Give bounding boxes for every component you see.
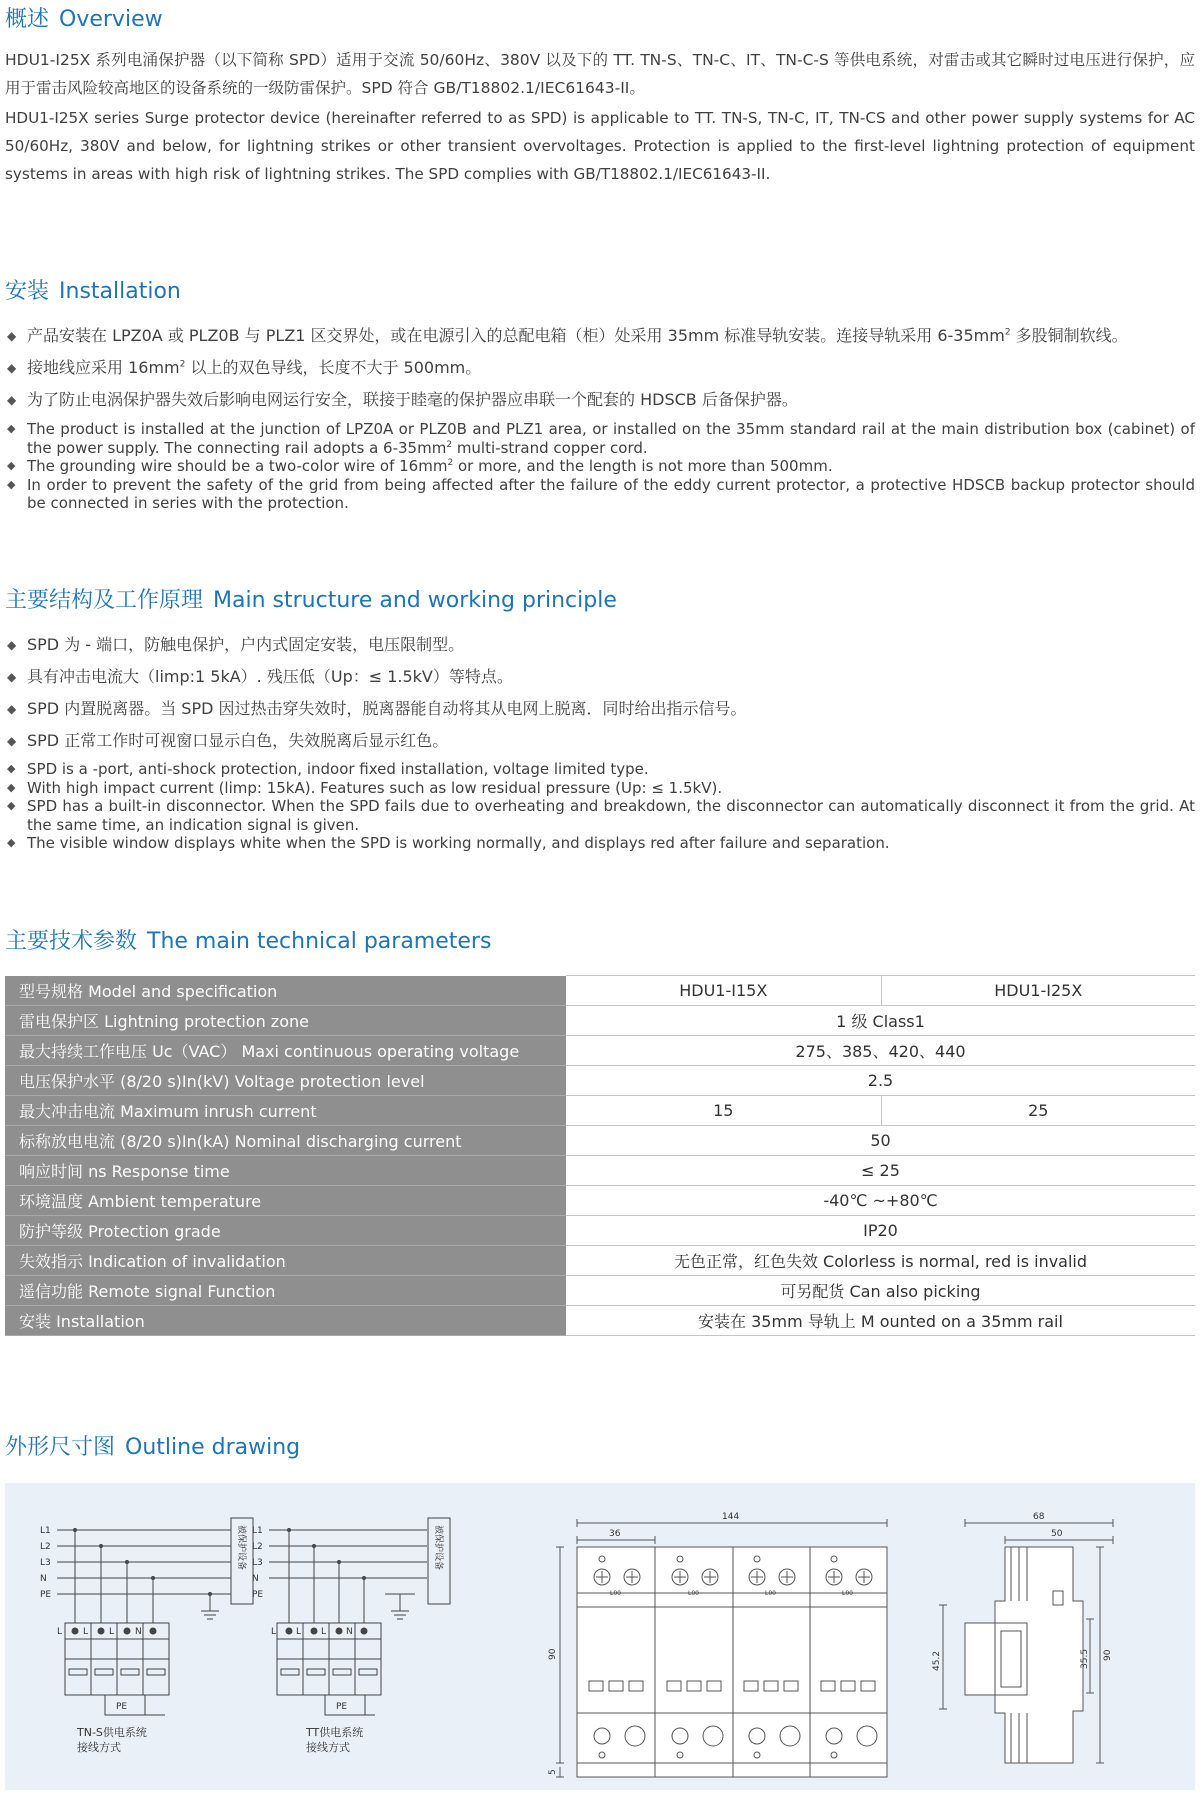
side-dim-depth: 68 bbox=[1033, 1512, 1045, 1522]
tns-wiring-diagram bbox=[57, 1518, 253, 1715]
bullet-item: ◆ With high impact current (limp: 15kA). Features such as low residual pressure (Up: ≤ 1.5kV). bbox=[5, 779, 1195, 798]
param-value: IP20 bbox=[566, 1216, 1195, 1246]
bullet-text: The grounding wire should be a two-color wire of 16mm bbox=[27, 457, 448, 475]
table-row bbox=[5, 1246, 1195, 1276]
param-value: 2.5 bbox=[566, 1066, 1195, 1096]
bullet-item: ◆ SPD has a built-in disconnector. When the SPD fails due to overheating and breakdown, the disconnector can automatically disconnect it from the grid. At the same time, an indication signal is given. bbox=[5, 797, 1195, 834]
superscript: 2 bbox=[447, 458, 454, 468]
bullet-text: The product is installed at the junction of LPZ0A or PLZ0B and PLZ1 area, or installed on the 35mm standard rail at the main distribution box (cabinet) of the power supply. The connecting rail adopts a 6-35mm bbox=[27, 420, 1195, 457]
outline-title-cn: 外形尺寸图 bbox=[5, 1435, 116, 1460]
tt-line-label: L1 bbox=[252, 1526, 263, 1536]
tt-terminal-label: L bbox=[296, 1627, 302, 1637]
front-dim-height: 90 bbox=[548, 1648, 558, 1660]
parameters-title-cn: 主要技术参数 bbox=[5, 929, 138, 954]
param-value: 25 bbox=[881, 1096, 1195, 1126]
bullet-item bbox=[5, 384, 1195, 416]
param-label: 遥信功能 Remote signal Function bbox=[5, 1276, 566, 1306]
structure-bullets-cn bbox=[5, 629, 1195, 757]
tt-terminal-label: N bbox=[346, 1627, 353, 1637]
bullet-item bbox=[5, 352, 1195, 384]
structure-title-en: Main structure and working principle bbox=[213, 588, 617, 613]
table-row bbox=[5, 1036, 1195, 1066]
structure-title-cn: 主要结构及工作原理 bbox=[5, 588, 204, 613]
side-dim-inner: 50 bbox=[1051, 1529, 1063, 1539]
bullet-item bbox=[5, 457, 1195, 476]
bullet-text: or more, and the length is not more than 500mm. bbox=[453, 457, 833, 475]
param-label: 防护等级 Protection grade bbox=[5, 1216, 566, 1246]
tns-terminal-label: N bbox=[135, 1627, 142, 1637]
tns-line-label: L2 bbox=[40, 1542, 51, 1552]
bullet-item bbox=[5, 476, 1195, 513]
param-value: 50 bbox=[566, 1126, 1195, 1156]
tt-line-label: PE bbox=[252, 1590, 264, 1600]
tt-caption-line2: 接线方式 bbox=[306, 1741, 350, 1754]
parameters-title-en: The main technical parameters bbox=[147, 929, 492, 954]
tns-line-label: N bbox=[40, 1574, 47, 1584]
param-label: 电压保护水平 (8/20 s)In(kV) Voltage protection level bbox=[5, 1066, 566, 1096]
tt-line-label: N bbox=[252, 1574, 259, 1584]
bullet-item: ◆ SPD is a -port, anti-shock protection, indoor fixed installation, voltage limited type. bbox=[5, 760, 1195, 779]
table-row bbox=[5, 976, 1195, 1006]
table-row bbox=[5, 1126, 1195, 1156]
param-label: 安装 Installation bbox=[5, 1306, 566, 1336]
param-value: 可另配货 Can also picking bbox=[566, 1276, 1195, 1306]
param-label: 标称放电电流 (8/20 s)In(kA) Nominal discharging current bbox=[5, 1126, 566, 1156]
bullet-text: 接地线应采用 16mm bbox=[27, 358, 180, 377]
bullet-item bbox=[5, 320, 1195, 352]
tns-line-label: L3 bbox=[40, 1558, 51, 1568]
installation-title-cn: 安装 bbox=[5, 279, 50, 304]
param-value: 15 bbox=[566, 1096, 881, 1126]
param-value: 无色正常，红色失效 Colorless is normal, red is invalid bbox=[566, 1246, 1195, 1276]
installation-title bbox=[5, 274, 181, 305]
outline-title bbox=[5, 1430, 300, 1461]
bullet-item: ◆ SPD 为 - 端口，防触电保护，户内式固定安装，电压限制型。 bbox=[5, 629, 1195, 661]
side-dim-90: 90 bbox=[1103, 1649, 1113, 1661]
param-label: 最大冲击电流 Maximum inrush current bbox=[5, 1096, 566, 1126]
tns-caption-line2: 接线方式 bbox=[77, 1741, 121, 1754]
param-label: 最大持续工作电压 Uc（VAC） Maxi continuous operating voltage bbox=[5, 1036, 566, 1066]
param-label: 环境温度 Ambient temperature bbox=[5, 1186, 566, 1216]
tns-terminal-label: L bbox=[83, 1627, 89, 1637]
param-value: HDU1-I15X bbox=[566, 976, 881, 1006]
structure-title bbox=[5, 583, 617, 614]
overview-title-en: Overview bbox=[59, 7, 163, 32]
tt-protected-label: 被保护设备 bbox=[433, 1525, 443, 1571]
front-module-label: L00 bbox=[842, 1590, 853, 1597]
superscript: 2 bbox=[179, 359, 186, 370]
superscript: 2 bbox=[446, 439, 453, 450]
tt-wiring-diagram bbox=[269, 1518, 450, 1715]
front-dim-bottom: 5 bbox=[548, 1769, 558, 1775]
overview-title bbox=[5, 2, 163, 33]
front-dim-module: 36 bbox=[609, 1529, 621, 1539]
param-label: 失效指示 Indication of invalidation bbox=[5, 1246, 566, 1276]
param-value: -40℃ ~+80℃ bbox=[566, 1186, 1195, 1216]
installation-title-en: Installation bbox=[59, 279, 181, 304]
overview-para-en: HDU1-I25X series Surge protector device (hereinafter referred to as SPD) is applicable to TT. TN-S, TN-C, IT, TN-CS and other power supply systems for AC 50/60Hz, 380V and below, for lightning strikes or other transient overvoltages. Protection is applied to the first-level lightning protection of equipment systems in areas with high risk of lightning strikes. The SPD complies with GB/T18802.1/IEC61643-II. bbox=[5, 109, 1195, 183]
tt-terminal-label: L bbox=[271, 1627, 277, 1637]
tt-caption-line1: TT供电系统 bbox=[306, 1726, 364, 1739]
param-value: 安装在 35mm 导轨上 M ounted on a 35mm rail bbox=[566, 1306, 1195, 1336]
bullet-text: 产品安装在 LPZ0A 或 PLZ0B 与 PLZ1 区交界处，或在电源引入的总配电箱（柜）处采用 35mm 标准导轨安装。连接导轨采用 6-35mm bbox=[27, 326, 1005, 345]
param-value: HDU1-I25X bbox=[881, 976, 1195, 1006]
front-module-label: L00 bbox=[610, 1590, 621, 1597]
bullet-text: 多股铜制软线。 bbox=[1010, 326, 1128, 345]
outline-drawing bbox=[5, 1483, 1195, 1790]
bullet-text: 以上的双色导线，长度不大于 500mm。 bbox=[185, 358, 482, 377]
front-dim-width: 144 bbox=[722, 1512, 740, 1522]
table-row bbox=[5, 1306, 1195, 1336]
table-row bbox=[5, 1156, 1195, 1186]
outline-title-en: Outline drawing bbox=[125, 1435, 301, 1460]
table-row bbox=[5, 1066, 1195, 1096]
parameters-title bbox=[5, 924, 491, 955]
bullet-text: multi-strand copper cord. bbox=[452, 438, 648, 457]
bullet-item: ◆ SPD 内置脱离器。当 SPD 因过热击穿失效时，脱离器能自动将其从电网上脱离．同时给出指示信号。 bbox=[5, 693, 1195, 725]
table-row bbox=[5, 1276, 1195, 1306]
side-view bbox=[939, 1519, 1113, 1763]
front-view bbox=[556, 1519, 887, 1777]
structure-bullets-en bbox=[5, 760, 1195, 853]
tns-protected-label: 被保护设备 bbox=[236, 1525, 246, 1571]
param-value: 275、385、420、440 bbox=[566, 1036, 1195, 1066]
side-dim-35: 35.5 bbox=[1080, 1648, 1090, 1669]
installation-bullets-en bbox=[5, 420, 1195, 513]
table-row bbox=[5, 1006, 1195, 1036]
superscript: 2 bbox=[1004, 327, 1011, 338]
bullet-text: 为了防止电涡保护器失效后影响电网运行安全，联接于睦毫的保护器应串联一个配套的 HDSCB 后备保护器。 bbox=[27, 390, 798, 409]
param-value: ≤ 25 bbox=[566, 1156, 1195, 1186]
outline-drawing-panel bbox=[5, 1483, 1195, 1790]
tns-line-label: L1 bbox=[40, 1526, 51, 1536]
tns-caption-line1: TN-S供电系统 bbox=[77, 1726, 147, 1739]
tns-line-label: PE bbox=[40, 1590, 52, 1600]
table-row bbox=[5, 1186, 1195, 1216]
param-label: 响应时间 ns Response time bbox=[5, 1156, 566, 1186]
table-row bbox=[5, 1096, 1195, 1126]
bullet-item: ◆ The visible window displays white when the SPD is working normally, and displays red after failure and separation. bbox=[5, 834, 1195, 853]
front-module-label: L00 bbox=[688, 1590, 699, 1597]
tt-terminal-label: L bbox=[321, 1627, 327, 1637]
tns-pe-label: PE bbox=[116, 1702, 128, 1712]
tt-pe-label: PE bbox=[336, 1702, 348, 1712]
bullet-item: ◆ SPD 正常工作时可视窗口显示白色，失效脱离后显示红色。 bbox=[5, 725, 1195, 757]
tt-dots bbox=[287, 1528, 366, 1580]
bullet-item bbox=[5, 420, 1195, 457]
parameters-table bbox=[5, 975, 1195, 1336]
tt-line-label: L2 bbox=[252, 1542, 263, 1552]
table-row bbox=[5, 1216, 1195, 1246]
tns-terminal-label: L bbox=[57, 1627, 63, 1637]
bullet-item: ◆ 具有冲击电流大（limp:1 5kA）. 残压低（Up：≤ 1.5kV）等特点。 bbox=[5, 661, 1195, 693]
side-dim-45: 45.2 bbox=[932, 1650, 942, 1671]
installation-bullets-cn bbox=[5, 320, 1195, 416]
front-module-label: L00 bbox=[765, 1590, 776, 1597]
overview-title-cn: 概述 bbox=[5, 7, 50, 32]
param-value: 1 级 Class1 bbox=[566, 1006, 1195, 1036]
tns-terminal-label: L bbox=[109, 1627, 115, 1637]
param-label: 型号规格 Model and specification bbox=[5, 976, 566, 1006]
bullet-text: In order to prevent the safety of the grid from being affected after the failure of the eddy current protector, a protective HDSCB backup protector should be connected in series with the protection. bbox=[27, 475, 1195, 512]
overview-para-cn: HDU1-I25X 系列电涌保护器（以下简称 SPD）适用于交流 50/60Hz、380V 以及下的 TT. TN-S、TN-C、IT、TN-C-S 等供电系统，对雷击或其它瞬时过电压进行保护，应用于雷击风险较高地区的设备系统的一级防雷保护。SPD 符合 GB/T18802.1/IEC61643-II。 bbox=[5, 51, 1195, 97]
tt-line-label: L3 bbox=[252, 1558, 263, 1568]
param-label: 雷电保护区 Lightning protection zone bbox=[5, 1006, 566, 1036]
